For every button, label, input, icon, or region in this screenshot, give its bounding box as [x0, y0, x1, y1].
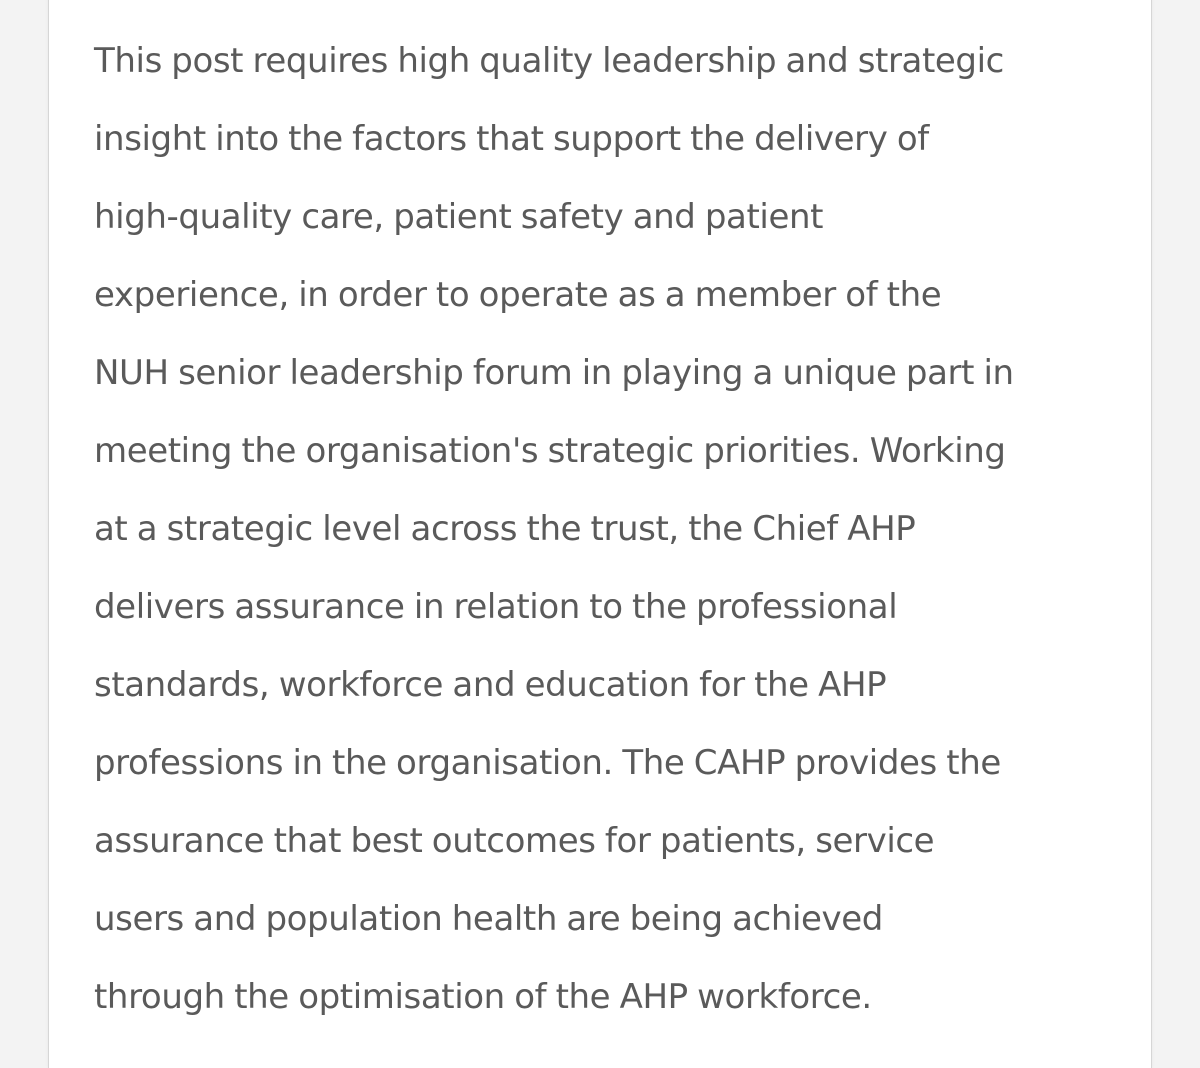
paragraph-line: users and population health are being achieved: [94, 899, 883, 939]
paragraph-line: This post requires high quality leadership and strategic: [94, 41, 1004, 81]
paragraph-line: standards, workforce and education for the AHP: [94, 665, 887, 705]
paragraph-line: experience, in order to operate as a member of the: [94, 275, 942, 315]
paragraph-line: NUH senior leadership forum in playing a unique part in: [94, 353, 1014, 393]
paragraph-line: high-quality care, patient safety and patient: [94, 197, 824, 237]
paragraph-line: delivers assurance in relation to the professional: [94, 587, 898, 627]
paragraph-line: professions in the organisation. The CAHP provides the: [94, 743, 1001, 783]
paragraph-line: meeting the organisation's strategic priorities. Working: [94, 431, 1006, 471]
job-description-paragraph: [94, 22, 1124, 1036]
paragraph-line: insight into the factors that support the delivery of: [94, 119, 929, 159]
paragraph-line: through the optimisation of the AHP workforce.: [94, 977, 872, 1017]
paragraph-line: at a strategic level across the trust, the Chief AHP: [94, 509, 916, 549]
paragraph-line: assurance that best outcomes for patients, service: [94, 821, 935, 861]
